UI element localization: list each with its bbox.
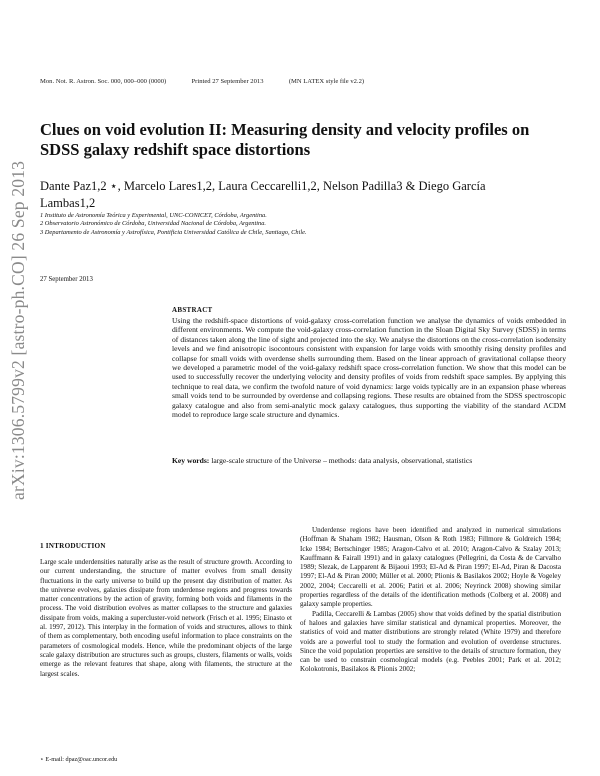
author-line-2: Lambas1,2 [40, 196, 96, 210]
journal-citation: Mon. Not. R. Astron. Soc. 000, 000–000 (0000) [40, 78, 167, 85]
affiliation-1: 1 Instituto de Astronomía Teórica y Experimental, UNC-CONICET, Córdoba, Argentina. [40, 212, 267, 219]
intro-right-column [300, 526, 561, 675]
author-list [40, 178, 570, 212]
arxiv-stamp: arXiv:1306.5799v2 [astro-ph.CO] 26 Sep 2013 [8, 160, 28, 500]
keywords [172, 456, 566, 465]
paper-title: Clues on void evolution II: Measuring density and velocity profiles on SDSS galaxy redshift space distortions [40, 120, 530, 159]
abstract-text: Using the redshift-space distortions of void-galaxy cross-correlation function we analyse the dynamics of voids embedded in different environments. We compute the void-galaxy cross-correlation function in the Sloan Digital Sky Survey (SDSS) in terms of distances taken along the line of sight and projected into the sky. We analyse the distortions on the cross-correlation isodensity levels and we find anisotropic isocontours consistent with expansion for large voids with smoothly rising density profiles and collapse for small voids with overdense shells surrounding them. Based on the linear approach of gravitational collapse theory we developed a parametric model of the void-galaxy redshift space cross-correlation function. We show that this model can be used to successfully recover the underlying velocity and density profiles of voids from redshift space samples. By applying this technique to real data, we confirm the twofold nature of void dynamics: large voids typically are in an expansion phase whereas small voids tend to be surrounded by overdense and collapsing regions. These results are obtained from the SDSS spectroscopic galaxy catalogue and also from semi-analytic mock galaxy catalogues, thus supporting the viability of the standard ΛCDM model to reproduce large scale structure and dynamics. [172, 316, 566, 420]
affiliations [40, 212, 560, 237]
affiliation-2: 2 Observatorio Astronómico de Córdoba, Universidad Nacional de Córdoba, Argentina. [40, 220, 267, 228]
email-footnote: ⋆ E-mail: dpaz@oac.uncor.edu [40, 756, 118, 763]
keywords-text: large-scale structure of the Universe – methods: data analysis, observational, statistics [211, 456, 473, 465]
journal-header [40, 78, 364, 85]
abstract-heading: ABSTRACT [172, 306, 213, 314]
submission-date: 27 September 2013 [40, 276, 93, 283]
section-title: 1 INTRODUCTION [40, 542, 106, 550]
author-line-1: Dante Paz1,2 ⋆, Marcelo Lares1,2, Laura Ceccarelli1,2, Nelson Padilla3 & Diego García [40, 179, 486, 193]
printed-date: Printed 27 September 2013 [191, 78, 264, 85]
intro-paragraph-2: Padilla, Ceccarelli & Lambas (2005) show that voids defined by the spatial distribution of haloes and galaxies have similar statistical and dynamical properties. Moreover, the statistics of void and matter distributions are strongly related (White 1979) and therefore voids are a powerful tool to study the formation and evolution of overdense structures. Since the void population properties are sensitive to the details of structure formation, they can be used to constrain cosmological models (e.g. Peebles 2001; Park et al. 2012; Kolokotronis, Basilakos & Plionis 2002; [300, 609, 561, 674]
intro-paragraph-1: Underdense regions have been identified and analyzed in numerical simulations (Hoffman & Shaham 1982; Hausman, Olson & Roth 1983; Fillmore & Goldreich 1984; Icke 1984; Bertschinger 1985; Aragon-Calvo et al. 2010; Aragon-Calvo & Szalay 2013; Kauffmann & Fairall 1991) and in galaxy catalogues (Pellegrini, da Costa & de Carvalho 1989; Slezak, de Lapparent & Bijaoui 1993; El-Ad & Piran 1997; El-Ad, Piran & Dacosta 1997; El-Ad & Piran 2000; Müller et al. 2000; Plionis & Basilakos 2002; Hoyle & Vogeley 2002, 2004; Ceccarelli et al. 2006; Patiri et al. 2006; Neyrinck 2008) showing similar properties regardless of the details of the identification methods (Colberg et al. 2008) and galaxy sample properties. [300, 526, 561, 609]
keywords-label: Key words: [172, 456, 210, 465]
intro-left-column: Large scale underdensities naturally arise as the result of structure growth. According to our current understanding, the structure of matter evolves from small density fluctuations in the early universe to build up the present day distribution of matter. As the universe evolves, galaxies dissipate from underdense regions and progress towards matter concentrations by the action of gravity, forming both voids and filaments in the process. The void distribution evolves as matter collapses to the structure and galaxies dissipate from voids, making a supercluster-void network (Frisch et al. 1995; Einasto et al. 1997, 2012). This interplay in the formation of voids and structures, allows to think of them as complementary, both encoding useful information to place constraints on the parameters of cosmological models. Hence, while the predominant objects of the large scale galaxy distribution are structures such as groups, clusters, filaments or walls, voids emerge as the relevant features that shape, along with filaments, the structure at the largest scales. [40, 558, 292, 678]
affiliation-3: 3 Departamento de Astronomía y Astrofísica, Pontificia Universidad Católica de Chile, Santiago, Chile. [40, 228, 307, 236]
style-note: (MN LATEX style file v2.2) [288, 78, 365, 85]
